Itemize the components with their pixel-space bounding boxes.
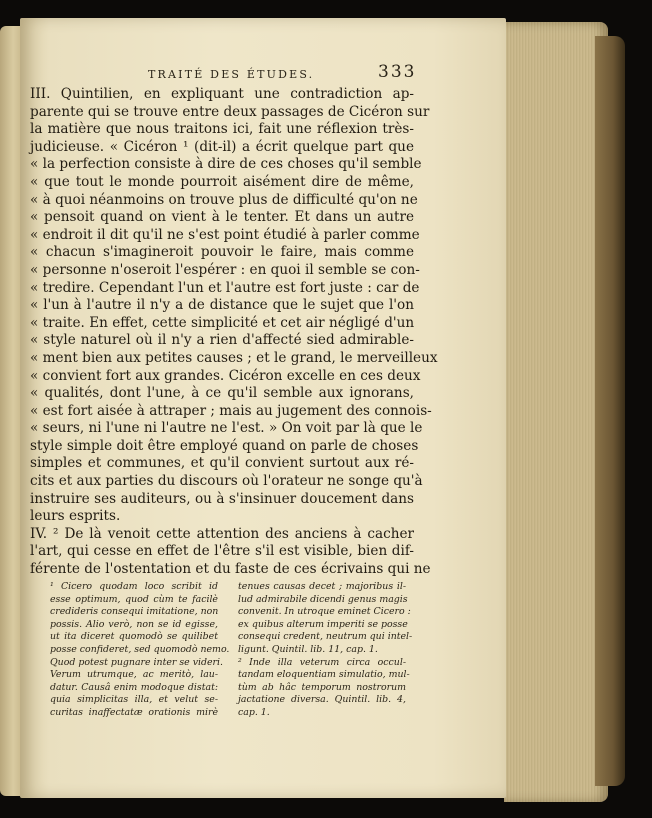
body-text-line: « personne n'oseroit l'espérer : en quoi il semble se con- <box>30 261 420 278</box>
book-page <box>20 18 506 798</box>
body-text-line: « que tout le monde pourroit aisément dire de même, <box>30 173 414 190</box>
running-title: TRAITÉ DES ÉTUDES. <box>148 68 315 81</box>
body-text-line: cits et aux parties du discours où l'orateur ne songe qu'à <box>30 473 423 490</box>
footnote-line: tùm ab hâc temporum nostrorum <box>238 681 406 693</box>
body-text-line: judicieuse. « Cicéron ¹ (dit-il) a écrit quelque part que <box>30 138 414 155</box>
facing-page-edge <box>0 26 22 796</box>
footnotes-right-column <box>238 581 413 720</box>
body-text-line: férente de l'ostentation et du faste de ces écrivains qui ne <box>30 561 431 578</box>
body-text-line: « style naturel où il n'y a rien d'affecté sied admirable- <box>30 332 414 349</box>
body-text-line: « endroit il dit qu'il ne s'est point étudié à parler comme <box>30 226 420 243</box>
body-text-line: « ment bien aux petites causes ; et le grand, le merveilleux <box>30 349 438 366</box>
footnote-line: tandam eloquentiam simulatio, mul- <box>238 669 410 681</box>
footnote-line: credideris consequi imitatione, non <box>50 606 219 618</box>
footnote-line: esse optimum, quod cùm te facilè <box>50 593 218 605</box>
footnote-line: quia simplicitas illa, et velut se- <box>50 694 218 706</box>
footnote-line: possis. Alio verò, non se id egisse, <box>50 618 218 630</box>
footnote-line: consequi credent, neutrum qui intel- <box>238 631 413 643</box>
body-text-line: simples et communes, et qu'il convient surtout aux ré- <box>30 455 414 472</box>
footnote-line: datur. Causâ enim modoque distat: <box>50 681 218 693</box>
body-text-line: la matière que nous traitons ici, fait une réflexion très- <box>30 121 414 138</box>
footnote-line: ut ita diceret quomodò se quilibet <box>50 631 218 643</box>
footnote-line: posse confideret, sed quomodò nemo. <box>50 643 230 655</box>
body-text-line: « chacun s'imagineroit pouvoir le faire, mais comme <box>30 244 414 261</box>
body-text-line: « l'un à l'autre il n'y a de distance que le sujet que l'on <box>30 297 414 314</box>
footnote-line: tenues causas decet ; majoribus il- <box>238 581 406 592</box>
footnote-line: jactatione diversa. Quintil. lib. 4, <box>238 694 406 706</box>
body-text-line: instruire ses auditeurs, ou à s'insinuer doucement dans <box>30 490 414 507</box>
body-text-line: IV. ² De là venoit cette attention des anciens à cacher <box>30 525 414 542</box>
body-text <box>30 86 438 579</box>
footnote-line: ligunt. Quintil. lib. 11, cap. 1. <box>238 643 378 655</box>
footnote-line: ex quibus alterum imperiti se posse <box>238 618 408 630</box>
body-text-line: style simple doit être employé quand on parle de choses <box>30 437 419 454</box>
page-block-edges <box>504 22 608 802</box>
body-text-line: « qualités, dont l'une, à ce qu'il semble aux ignorans, <box>30 385 414 402</box>
footnotes-left-column <box>50 581 230 720</box>
footnote-line: convenit. In utroque eminet Cicero : <box>238 606 411 618</box>
body-text-line: « seurs, ni l'une ni l'autre ne l'est. » On voit par là que le <box>30 420 423 437</box>
body-text-line: « à quoi néanmoins on trouve plus de difficulté qu'on ne <box>30 191 418 208</box>
body-text-line: « traite. En effet, cette simplicité et cet air négligé d'un <box>30 314 415 331</box>
book-binding-edge <box>595 36 625 786</box>
footnote-line: curitas inaffectatæ orationis mirè <box>50 706 218 718</box>
footnote-line: ² Inde illa veterum circa occul- <box>238 656 406 668</box>
page-number: 333 <box>378 62 417 82</box>
footnote-line: ¹ Cicero quodam loco scribit id <box>50 581 218 592</box>
body-text-line: « la perfection consiste à dire de ces choses qu'il semble <box>30 156 422 173</box>
body-text-line: III. Quintilien, en expliquant une contradiction ap- <box>30 86 414 102</box>
footnote-line: cap. 1. <box>238 706 270 718</box>
body-text-line: « tredire. Cependant l'un et l'autre est fort juste : car de <box>30 279 420 296</box>
body-text-line: « convient fort aux grandes. Cicéron excelle en ces deux <box>30 367 421 384</box>
body-text-line: l'art, qui cesse en effet de l'être s'il est visible, bien dif- <box>30 543 414 560</box>
footnote-line: Quod potest pugnare inter se videri. <box>50 656 224 668</box>
body-text-line: parente qui se trouve entre deux passages de Cicéron sur <box>30 103 430 120</box>
footnote-line: Verum utrumque, ac meritò, lau- <box>50 669 218 681</box>
body-text-line: leurs esprits. <box>30 508 121 525</box>
body-text-line: « est fort aisée à attraper ; mais au jugement des connois- <box>30 402 432 419</box>
body-text-line: « pensoit quand on vient à le tenter. Et dans un autre <box>30 209 414 226</box>
footnote-line: lud admirabile dicendi genus magis <box>238 593 408 605</box>
